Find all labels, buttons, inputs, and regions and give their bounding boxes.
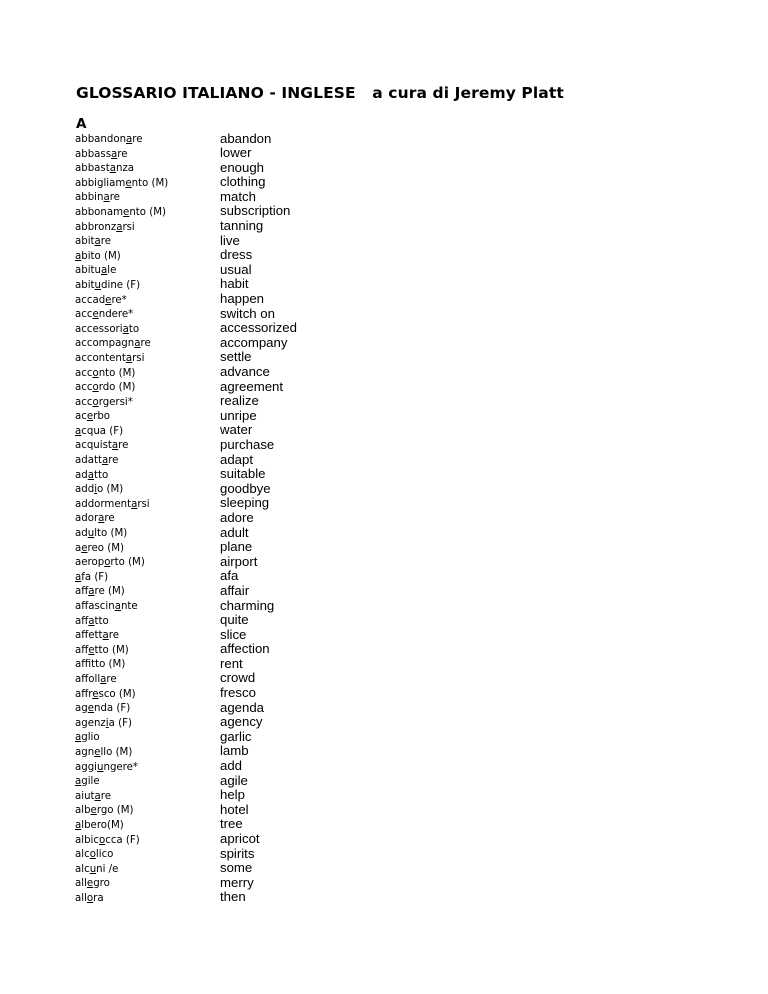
stressed-vowel: a: [126, 134, 133, 145]
english-translation: some: [220, 860, 253, 876]
word-suffix: lbero(M): [81, 819, 124, 831]
english-translation: spirits: [220, 845, 255, 861]
stressed-vowel: a: [94, 236, 101, 248]
word-prefix: ador: [75, 513, 99, 525]
stressed-vowel: a: [116, 221, 123, 233]
stressed-vowel: a: [134, 338, 141, 350]
english-translation: enough: [220, 159, 265, 175]
word-prefix: abbass: [75, 148, 112, 160]
word-suffix: rgersi*: [98, 396, 133, 408]
italian-word: [75, 221, 215, 236]
word-prefix: affascin: [75, 601, 115, 612]
english-translation: rent: [220, 655, 243, 671]
italian-word: [75, 439, 215, 454]
word-prefix: affett: [75, 630, 103, 642]
stressed-vowel: a: [100, 673, 107, 685]
italian-word: [75, 834, 215, 849]
italian-word: [75, 702, 215, 717]
italian-word: [75, 673, 215, 688]
stressed-vowel: a: [111, 148, 118, 160]
stressed-vowel: a: [114, 601, 121, 612]
italian-word: [75, 133, 215, 148]
stressed-vowel: a: [103, 192, 110, 204]
word-suffix: fa (F): [81, 571, 109, 583]
english-translation: slice: [220, 626, 247, 642]
word-suffix: rsi: [137, 498, 150, 510]
word-prefix: accompagn: [75, 338, 135, 350]
word-suffix: lico: [95, 849, 114, 861]
italian-word: [75, 819, 215, 834]
word-suffix: rdo (M): [98, 382, 136, 394]
italian-word: [75, 629, 215, 644]
italian-word: [75, 863, 215, 878]
english-translation: advance: [220, 364, 270, 379]
english-translation: agile: [220, 772, 248, 788]
section-letter: A: [76, 116, 87, 132]
english-translation: then: [220, 889, 246, 905]
english-translation: water: [220, 422, 253, 438]
word-prefix: aerop: [75, 557, 105, 569]
stressed-vowel: a: [102, 630, 109, 642]
stressed-vowel: a: [88, 615, 95, 627]
italian-word: [75, 367, 215, 382]
word-prefix: accontent: [75, 352, 126, 364]
stressed-vowel: a: [75, 732, 82, 744]
stressed-vowel: i: [105, 717, 109, 729]
word-prefix: ag: [75, 703, 88, 715]
word-prefix: abbast: [75, 163, 110, 175]
italian-word: [75, 264, 215, 279]
word-prefix: abit: [75, 236, 95, 248]
word-prefix: ad: [75, 528, 88, 540]
word-suffix: nte: [120, 601, 138, 612]
word-suffix: sco (M): [98, 688, 136, 700]
stressed-vowel: e: [81, 542, 88, 554]
english-translation: airport: [220, 553, 258, 569]
word-suffix: reo (M): [87, 542, 124, 554]
word-suffix: rsi: [122, 221, 135, 233]
english-translation: happen: [220, 291, 265, 307]
english-translation: adore: [220, 509, 254, 525]
word-prefix: acc: [75, 309, 93, 321]
english-translation: lamb: [220, 743, 249, 759]
stressed-vowel: a: [109, 163, 116, 175]
word-suffix: dine (F): [101, 279, 141, 291]
italian-word: [75, 877, 215, 892]
word-suffix: re: [106, 673, 117, 685]
word-prefix: accessori: [75, 323, 123, 335]
word-prefix: abbandon: [75, 134, 127, 145]
word-suffix: nto (M): [98, 367, 136, 379]
english-translation: affair: [220, 582, 250, 598]
stressed-vowel: e: [92, 688, 99, 700]
word-prefix: ac: [75, 411, 87, 423]
english-translation: agreement: [220, 378, 284, 394]
italian-word: [75, 731, 215, 746]
italian-word: [75, 206, 215, 221]
stressed-vowel: e: [90, 805, 97, 817]
stressed-vowel: a: [75, 776, 82, 788]
italian-word: [75, 352, 215, 367]
word-prefix: abitu: [75, 265, 101, 277]
english-translation: sleeping: [220, 495, 270, 511]
word-suffix: nto (M): [129, 206, 166, 218]
italian-word: [75, 279, 215, 294]
stressed-vowel: a: [101, 265, 108, 277]
stressed-vowel: e: [87, 703, 94, 715]
word-prefix: agn: [75, 746, 95, 758]
italian-word: [75, 746, 215, 761]
word-prefix: agenz: [75, 717, 106, 729]
stressed-vowel: a: [87, 469, 94, 481]
stressed-vowel: o: [92, 396, 99, 408]
word-prefix: acc: [75, 396, 93, 408]
stressed-vowel: a: [75, 425, 82, 437]
english-translation: goodbye: [220, 480, 271, 496]
english-translation: abandon: [220, 130, 272, 146]
italian-word: [75, 483, 215, 498]
word-prefix: acc: [75, 382, 93, 394]
word-suffix: rbo: [93, 411, 111, 423]
word-suffix: glio: [81, 732, 100, 744]
stressed-vowel: o: [92, 367, 99, 379]
english-translation: usual: [220, 261, 252, 277]
word-prefix: affoll: [75, 673, 101, 685]
italian-word: [75, 658, 215, 673]
english-translation: habit: [220, 276, 249, 292]
english-translation: purchase: [220, 436, 275, 452]
english-translation: garlic: [220, 728, 252, 744]
word-prefix: abbronz: [75, 221, 117, 233]
italian-word: [75, 848, 215, 863]
word-suffix: re (M): [94, 586, 125, 598]
english-translation: dress: [220, 247, 253, 263]
word-suffix: re: [109, 192, 120, 204]
word-suffix: tto (M): [94, 644, 129, 656]
english-translation: plane: [220, 539, 253, 555]
stressed-vowel: a: [94, 790, 101, 802]
stressed-vowel: o: [104, 557, 111, 569]
word-suffix: re: [140, 338, 151, 350]
word-suffix: gro: [93, 878, 110, 890]
word-suffix: tto (M): [91, 659, 126, 671]
italian-word: [75, 454, 215, 469]
english-translation: clothing: [220, 174, 266, 190]
english-translation: adapt: [220, 451, 254, 467]
word-suffix: llo (M): [100, 746, 133, 758]
word-suffix: re: [108, 455, 119, 467]
english-translation: help: [220, 787, 245, 803]
italian-word: [75, 761, 215, 776]
word-suffix: gile: [81, 776, 100, 788]
stressed-vowel: a: [75, 819, 82, 831]
english-translation: add: [220, 758, 243, 774]
italian-word: [75, 337, 215, 352]
stressed-vowel: e: [92, 309, 99, 321]
stressed-vowel: u: [87, 528, 95, 540]
english-translation: affection: [220, 641, 270, 657]
english-translation: accessorized: [220, 320, 297, 336]
stressed-vowel: a: [101, 455, 109, 467]
word-suffix: ngere*: [103, 761, 139, 773]
english-translation: settle: [220, 349, 252, 365]
word-prefix: abbonam: [75, 206, 124, 218]
word-prefix: alc: [75, 849, 90, 861]
word-prefix: add: [75, 484, 95, 496]
word-prefix: abit: [75, 279, 95, 291]
word-prefix: a: [75, 542, 82, 554]
english-translation: merry: [220, 874, 254, 890]
stressed-vowel: e: [86, 878, 94, 890]
stressed-vowel: a: [125, 352, 133, 364]
word-prefix: abbigliam: [75, 177, 126, 189]
word-suffix: re: [100, 790, 112, 802]
italian-word: [75, 498, 215, 513]
italian-word: [75, 323, 215, 338]
english-translation: apricot: [220, 831, 260, 846]
english-translation: agenda: [220, 699, 265, 715]
stressed-vowel: i: [94, 484, 98, 496]
stressed-vowel: e: [94, 746, 101, 758]
italian-word: [75, 381, 215, 396]
word-suffix: a (F): [108, 717, 132, 729]
word-suffix: re: [117, 148, 128, 160]
word-suffix: re: [108, 630, 120, 642]
word-prefix: aggi: [75, 761, 98, 773]
italian-word: [75, 615, 215, 630]
stressed-vowel: o: [89, 849, 96, 861]
stressed-vowel: e: [88, 644, 95, 656]
stressed-vowel: a: [75, 571, 82, 583]
english-translation: subscription: [220, 203, 291, 219]
word-prefix: aiut: [75, 790, 95, 802]
english-translation: afa: [220, 568, 239, 584]
word-suffix: re: [118, 440, 129, 452]
italian-word: [75, 308, 215, 323]
stressed-vowel: e: [125, 177, 132, 189]
word-suffix: re: [104, 513, 115, 525]
word-prefix: aff: [75, 659, 92, 671]
italian-word: [75, 600, 215, 615]
stressed-vowel: e: [105, 294, 112, 306]
italian-word: [75, 527, 215, 542]
italian-word: [75, 717, 215, 732]
stressed-vowel: u: [89, 863, 97, 875]
english-translation: match: [220, 188, 256, 204]
word-prefix: alb: [75, 805, 91, 817]
english-translation: hotel: [220, 801, 249, 817]
word-prefix: addorment: [75, 498, 132, 510]
italian-word: [75, 790, 215, 805]
italian-word: [75, 294, 215, 309]
word-prefix: adatt: [75, 455, 102, 467]
word-prefix: all: [75, 878, 87, 890]
word-suffix: re*: [111, 294, 127, 306]
word-prefix: albic: [75, 834, 99, 846]
word-suffix: cca (F): [105, 834, 140, 846]
italian-word-column: [75, 133, 215, 906]
italian-word: [75, 542, 215, 557]
english-translation: tree: [220, 816, 243, 832]
stressed-vowel: a: [75, 250, 82, 262]
italian-word: [75, 688, 215, 703]
document-title: GLOSSARIO ITALIANO - INGLESE a cura di Jeremy Platt: [76, 84, 564, 102]
italian-word: [75, 775, 215, 790]
english-translation: adult: [220, 524, 249, 540]
italian-word: [75, 512, 215, 527]
english-translation: suitable: [220, 466, 266, 482]
italian-word: [75, 162, 215, 177]
stressed-vowel: a: [88, 586, 95, 598]
word-suffix: rto (M): [110, 557, 145, 569]
stressed-vowel: a: [111, 440, 119, 452]
italian-word: [75, 556, 215, 571]
stressed-vowel: u: [97, 761, 104, 773]
english-translation: crowd: [220, 670, 256, 686]
stressed-vowel: u: [94, 279, 102, 291]
stressed-vowel: a: [122, 323, 129, 335]
word-suffix: ra: [93, 892, 104, 904]
stressed-vowel: a: [98, 513, 105, 525]
word-prefix: alc: [75, 863, 90, 875]
word-suffix: lto (M): [94, 528, 128, 540]
word-suffix: nza: [115, 163, 135, 175]
word-suffix: to: [128, 323, 140, 335]
stressed-vowel: o: [92, 382, 99, 394]
word-suffix: re: [132, 134, 143, 145]
word-suffix: ni /e: [96, 863, 119, 875]
word-suffix: re: [100, 236, 112, 248]
english-translation: fresco: [220, 685, 256, 701]
word-suffix: rgo (M): [96, 805, 134, 817]
italian-word: [75, 571, 215, 586]
italian-word: [75, 410, 215, 425]
italian-word: [75, 235, 215, 250]
word-suffix: rsi: [132, 352, 145, 364]
italian-word: [75, 644, 215, 659]
word-suffix: ndere*: [98, 309, 134, 321]
word-prefix: aff: [75, 615, 89, 627]
english-translation: tanning: [220, 218, 264, 234]
word-prefix: acquist: [75, 440, 112, 452]
word-suffix: tto: [94, 615, 109, 627]
english-translation: live: [220, 232, 240, 248]
word-suffix: tto: [93, 469, 109, 481]
word-prefix: all: [75, 892, 87, 904]
word-prefix: accad: [75, 294, 106, 306]
word-suffix: o (M): [97, 484, 124, 496]
italian-word: [75, 425, 215, 440]
word-prefix: aff: [75, 586, 89, 598]
word-suffix: le: [107, 265, 117, 277]
italian-word: [75, 892, 215, 907]
word-prefix: acc: [75, 367, 93, 379]
italian-word: [75, 148, 215, 163]
stressed-vowel: o: [98, 834, 106, 846]
english-translation: quite: [220, 612, 249, 628]
english-translation: realize: [220, 393, 259, 409]
word-prefix: affr: [75, 688, 93, 700]
english-translation: unripe: [220, 407, 257, 423]
word-prefix: ad: [75, 469, 88, 481]
italian-word: [75, 585, 215, 600]
stressed-vowel: o: [86, 892, 94, 904]
word-suffix: nda (F): [94, 703, 131, 715]
english-translation: lower: [220, 145, 252, 161]
word-prefix: aff: [75, 644, 89, 656]
word-prefix: abbin: [75, 192, 104, 204]
word-suffix: cqua (F): [81, 425, 124, 437]
stressed-vowel: e: [123, 206, 130, 218]
english-translation: switch on: [220, 305, 275, 321]
italian-word: [75, 250, 215, 265]
english-translation: accompany: [220, 334, 288, 350]
word-suffix: bito (M): [81, 250, 121, 262]
italian-word: [75, 804, 215, 819]
stressed-vowel: e: [86, 411, 94, 423]
italian-word: [75, 191, 215, 206]
word-suffix: nto (M): [131, 177, 169, 189]
italian-word: [75, 469, 215, 484]
stressed-vowel: a: [131, 498, 138, 510]
english-translation: charming: [220, 597, 275, 613]
english-translation-column: [220, 132, 420, 905]
english-translation: agency: [220, 714, 263, 730]
italian-word: [75, 396, 215, 411]
italian-word: [75, 177, 215, 192]
